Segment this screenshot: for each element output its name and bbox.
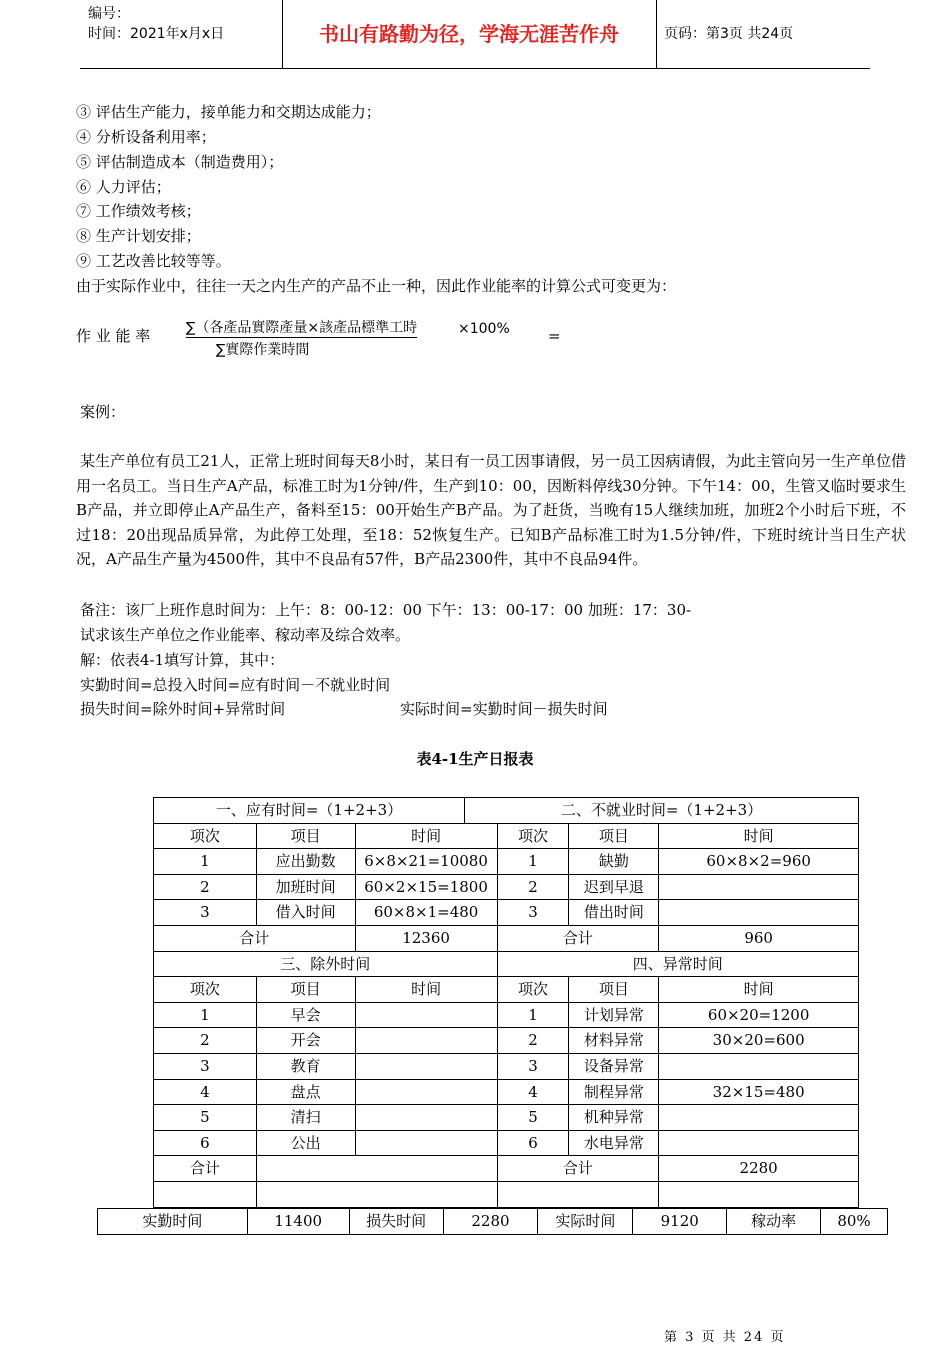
cell-no: 2 xyxy=(497,1028,569,1054)
section-abnormal-time: 四、异常时间 xyxy=(497,951,858,977)
cell-no: 2 xyxy=(154,874,257,900)
cell-item: 借入时间 xyxy=(256,900,355,926)
sum-non-work-time: 960 xyxy=(659,925,859,951)
cell-time xyxy=(355,1079,497,1105)
cell-time xyxy=(659,1130,859,1156)
table-row xyxy=(154,1028,859,1054)
header-item: 项目 xyxy=(256,977,355,1003)
cell-item: 材料异常 xyxy=(569,1028,659,1054)
list-item: ⑤ 评估制造成本（制造费用）； xyxy=(76,153,284,171)
empty-cell xyxy=(497,1181,659,1207)
cell-item: 迟到早退 xyxy=(569,874,659,900)
header-time: 时间 xyxy=(355,977,497,1003)
page-header xyxy=(80,0,870,69)
cell-time xyxy=(659,1105,859,1131)
cell-time xyxy=(355,1053,497,1079)
header-no: 项次 xyxy=(154,977,257,1003)
table-sum-row xyxy=(154,1156,859,1182)
header-no: 项次 xyxy=(154,823,257,849)
header-time: 时间：2021年x月x日 xyxy=(88,26,225,42)
table-sum-row xyxy=(154,925,859,951)
header-time: 时间 xyxy=(659,977,859,1003)
cell-time xyxy=(355,1002,497,1028)
formula-multiplier: ×100% xyxy=(458,321,510,337)
table-row xyxy=(154,849,859,875)
summary-table xyxy=(97,1208,888,1235)
cell-time xyxy=(659,874,859,900)
formula-numerator xyxy=(186,317,417,339)
cell-item: 教育 xyxy=(256,1053,355,1079)
cell-item: 水电异常 xyxy=(569,1130,659,1156)
table-row xyxy=(154,1130,859,1156)
cell-no: 5 xyxy=(154,1105,257,1131)
page-footer: 第 3 页 共 24 页 xyxy=(664,1330,786,1345)
cell-no: 3 xyxy=(154,1053,257,1079)
list-item: ⑧ 生产计划安排； xyxy=(76,227,201,245)
cell-item: 机种异常 xyxy=(569,1105,659,1131)
cell-no: 6 xyxy=(154,1130,257,1156)
header-item: 项目 xyxy=(569,823,659,849)
cell-time: 60×8×1=480 xyxy=(355,900,497,926)
cell-item: 开会 xyxy=(256,1028,355,1054)
formula-label: 作 业 能 率 xyxy=(76,327,151,345)
formula-line-2a: 损失时间=除外时间+异常时间 xyxy=(80,700,286,718)
cell-time xyxy=(355,1130,497,1156)
summary-attendance-label: 实勤时间 xyxy=(98,1209,248,1235)
cell-item: 应出勤数 xyxy=(256,849,355,875)
summary-row xyxy=(98,1209,888,1235)
summary-loss-label: 损失时间 xyxy=(349,1209,443,1235)
cell-no: 3 xyxy=(154,900,257,926)
cell-no: 1 xyxy=(154,1002,257,1028)
cell-no: 1 xyxy=(497,1002,569,1028)
cell-time xyxy=(355,1028,497,1054)
table-header-row xyxy=(154,977,859,1003)
header-no: 项次 xyxy=(497,823,569,849)
cell-item: 早会 xyxy=(256,1002,355,1028)
summary-utilization-value: 80% xyxy=(821,1209,888,1235)
cell-item: 设备异常 xyxy=(569,1053,659,1079)
list-item: ⑥ 人力评估； xyxy=(76,178,171,196)
table-section-header xyxy=(154,798,859,824)
production-report-table xyxy=(153,797,859,1208)
formula-denominator: ∑實際作業時間 xyxy=(216,342,310,358)
cell-time: 30×20=600 xyxy=(659,1028,859,1054)
cell-no: 2 xyxy=(154,1028,257,1054)
cell-no: 6 xyxy=(497,1130,569,1156)
cell-time: 6×8×21=10080 xyxy=(355,849,497,875)
case-paragraph: 某生产单位有员工21人，正常上班时间每天8小时，某日有一员工因事请假，另一员工因病请假，为此主管向另一生产单位借用一名员工。当日生产A产品，标准工时为1分钟/件，生产到10：00，因断料停线30分钟。下午14：00，生管又临时要求生B产品，并立即停止A产品生产，备料至15：00开始生产B产品。为了赶货，当晚有15人继续加班，加班2个小时后下班，不过18：20出现品质异常，为此停工处理，至18：52恢复生产。已知B产品标准工时为1.5分钟/件，下班时统计当日生产状况，A产品生产量为4500件，其中不良品有57件，B产品2300件，其中不良品94件。 xyxy=(76,452,906,569)
list-item: ③ 评估生产能力，接单能力和交期达成能力； xyxy=(76,103,381,121)
table-header-row xyxy=(154,823,859,849)
cell-item: 缺勤 xyxy=(569,849,659,875)
sum-label: 合计 xyxy=(154,925,356,951)
empty-cell xyxy=(256,1181,497,1207)
cell-item: 制程异常 xyxy=(569,1079,659,1105)
cell-no: 1 xyxy=(154,849,257,875)
cell-item: 公出 xyxy=(256,1130,355,1156)
section-header-cell xyxy=(154,798,859,824)
empty-cell xyxy=(154,1181,257,1207)
summary-actual-label: 实际时间 xyxy=(538,1209,633,1235)
formula-line-1: 实勤时间=总投入时间=应有时间－不就业时间 xyxy=(80,676,391,694)
cell-item: 清扫 xyxy=(256,1105,355,1131)
cell-time xyxy=(659,1053,859,1079)
header-time: 时间 xyxy=(355,823,497,849)
list-item: ⑦ 工作绩效考核； xyxy=(76,202,201,220)
cell-time: 60×8×2=960 xyxy=(659,849,859,875)
cell-time: 60×20=1200 xyxy=(659,1002,859,1028)
empty-cell xyxy=(659,1181,859,1207)
cell-item: 借出时间 xyxy=(569,900,659,926)
header-divider xyxy=(656,0,657,68)
header-number: 编号： xyxy=(88,6,130,22)
sum-scheduled-time: 12360 xyxy=(355,925,497,951)
table-row xyxy=(154,1105,859,1131)
sum-excluded-time xyxy=(256,1156,497,1182)
list-item: ⑨ 工艺改善比较等等。 xyxy=(76,252,231,270)
cell-time: 32×15=480 xyxy=(659,1079,859,1105)
cell-time: 60×2×15=1800 xyxy=(355,874,497,900)
solution-text: 解：依表4-1填写计算，其中： xyxy=(80,651,285,669)
intro-text: 由于实际作业中，往往一天之内生产的产品不止一种，因此作业能率的计算公式可变更为： xyxy=(76,277,677,295)
cell-item: 加班时间 xyxy=(256,874,355,900)
cell-no: 5 xyxy=(497,1105,569,1131)
cell-item: 计划异常 xyxy=(569,1002,659,1028)
header-meta xyxy=(88,4,224,44)
table-row xyxy=(154,900,859,926)
remark-text: 备注：该厂上班作息时间为：上午：8：00-12：00 下午：13：00-17：00 加班：17：30- xyxy=(80,601,692,619)
cell-no: 4 xyxy=(497,1079,569,1105)
cell-no: 2 xyxy=(497,874,569,900)
table-section-header xyxy=(154,951,859,977)
cell-no: 3 xyxy=(497,1053,569,1079)
header-item: 项目 xyxy=(256,823,355,849)
sum-label: 合计 xyxy=(497,1156,659,1182)
formula-equals: = xyxy=(548,327,561,345)
table-title: 表4-1生产日报表 xyxy=(416,750,534,768)
header-item: 项目 xyxy=(569,977,659,1003)
table-row xyxy=(154,874,859,900)
summary-attendance-value: 11400 xyxy=(247,1209,349,1235)
cell-no: 3 xyxy=(497,900,569,926)
sum-abnormal-time: 2280 xyxy=(659,1156,859,1182)
section-scheduled-time: 一、应有时间=（1+2+3） xyxy=(154,798,465,823)
header-page-info: 页码：第3页 共24页 xyxy=(664,26,794,42)
cell-item: 盘点 xyxy=(256,1079,355,1105)
header-no: 项次 xyxy=(497,977,569,1003)
formula-numerator-text: ∑（各產品實際產量×該產品標準工時 xyxy=(186,320,418,336)
question-text: 试求该生产单位之作业能率、稼动率及综合效率。 xyxy=(80,626,411,644)
sum-label: 合计 xyxy=(154,1156,257,1182)
section-non-work-time: 二、不就业时间=（1+2+3） xyxy=(560,801,763,819)
cell-no: 4 xyxy=(154,1079,257,1105)
table-row xyxy=(154,1053,859,1079)
cell-no: 1 xyxy=(497,849,569,875)
formula-line-2b: 实际时间=实勤时间－损失时间 xyxy=(400,700,608,718)
list-item: ④ 分析设备利用率； xyxy=(76,128,216,146)
section-excluded-time: 三、除外时间 xyxy=(154,951,498,977)
summary-loss-value: 2280 xyxy=(443,1209,538,1235)
cell-time xyxy=(355,1105,497,1131)
sum-label: 合计 xyxy=(497,925,659,951)
header-motto: 书山有路勤为径，学海无涯苦作舟 xyxy=(319,22,619,46)
header-time: 时间 xyxy=(659,823,859,849)
table-empty-row xyxy=(154,1181,859,1207)
table-row xyxy=(154,1002,859,1028)
summary-utilization-label: 稼动率 xyxy=(727,1209,821,1235)
summary-actual-value: 9120 xyxy=(633,1209,727,1235)
table-row xyxy=(154,1079,859,1105)
case-label: 案例： xyxy=(80,403,126,421)
cell-time xyxy=(659,900,859,926)
